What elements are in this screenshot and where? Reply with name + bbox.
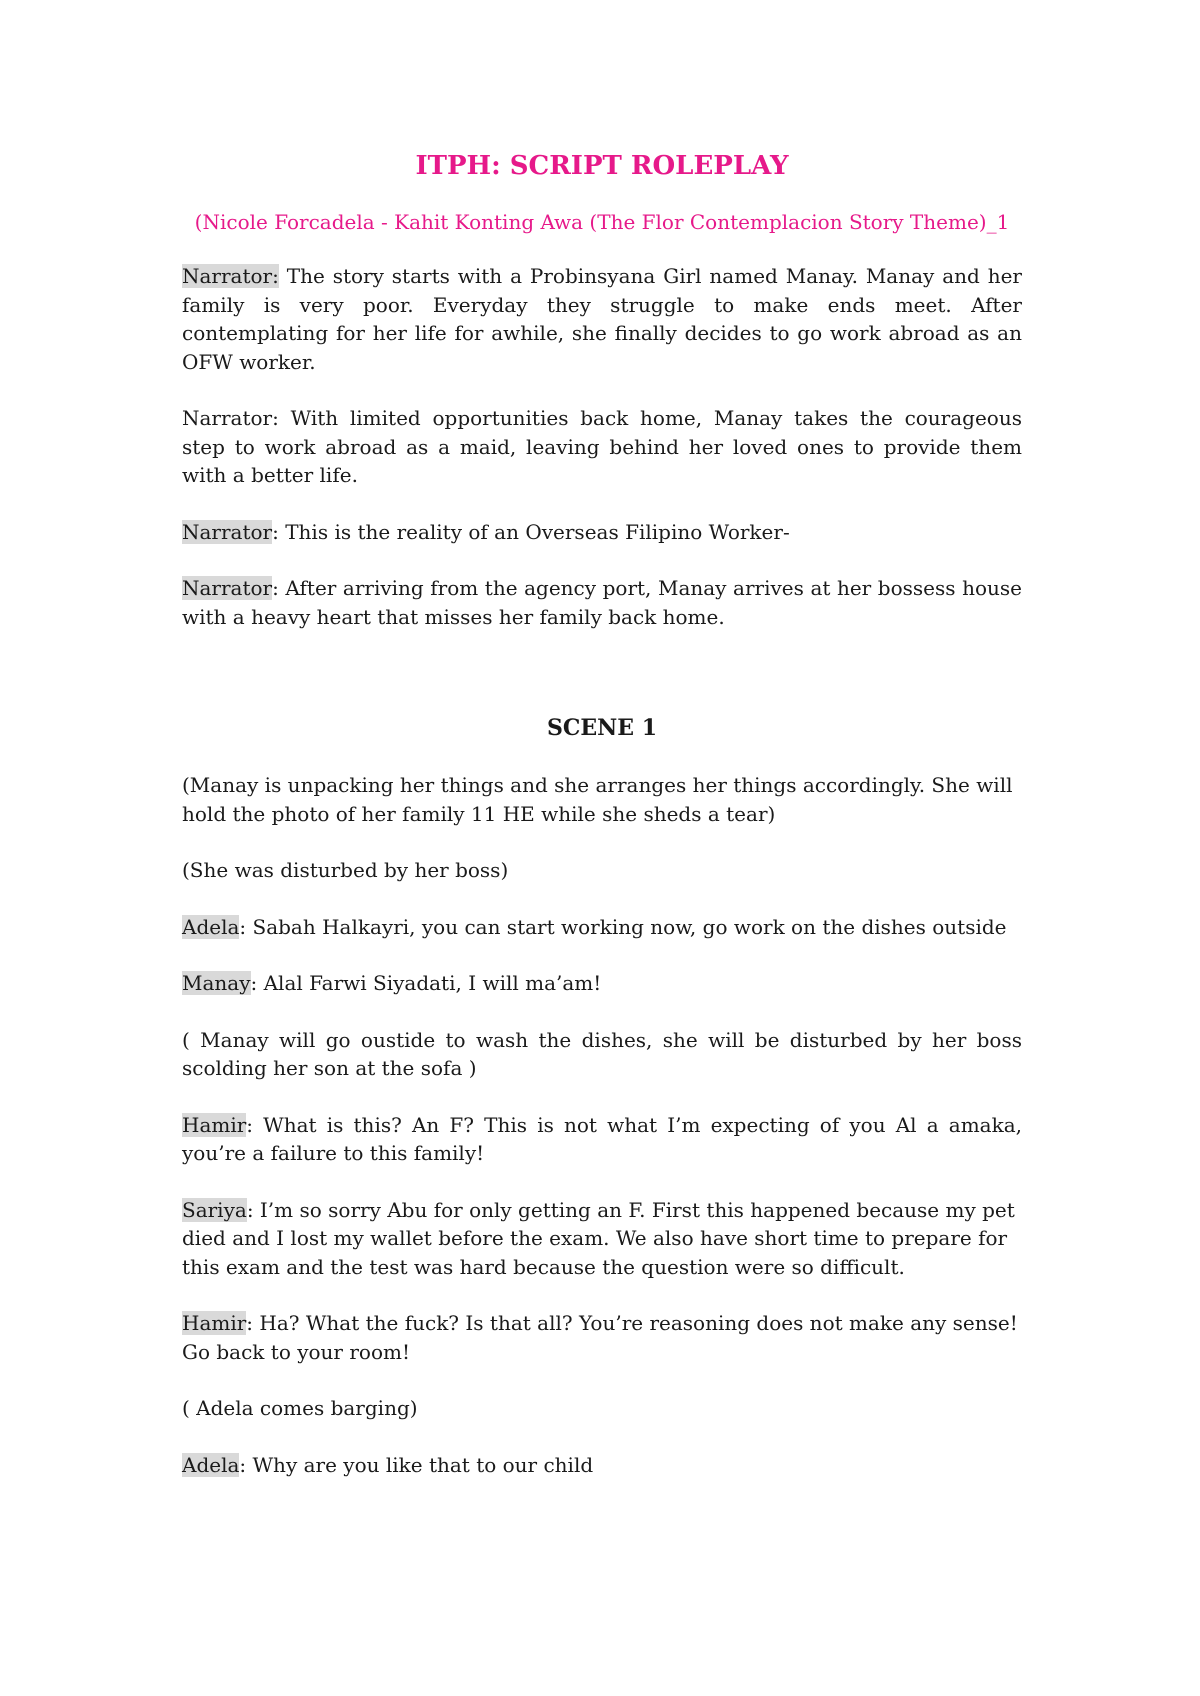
paragraph-text: ( Manay will go oustide to wash the dishes, she will be disturbed by her boss scolding her son at the sofa ) (182, 1027, 1022, 1080)
document-subtitle: (Nicole Forcadela - Kahit Konting Awa (The Flor Contemplacion Story Theme)_1 (194, 210, 1010, 234)
intro-paragraph (182, 518, 1022, 547)
paragraph-text: ( Adela comes barging) (182, 1396, 418, 1420)
paragraph-text: : After arriving from the agency port, Manay arrives at her bossess house with a heavy heart that misses her family back home. (182, 576, 1022, 629)
paragraph-text: (She was disturbed by her boss) (182, 858, 509, 882)
stage-direction (182, 771, 1022, 828)
speaker-label: Hamir (182, 1311, 247, 1335)
speaker-label: Adela (182, 914, 240, 939)
scene-section (182, 771, 1022, 1479)
paragraph-text: : This is the reality of an Overseas Filipino Worker- (272, 519, 790, 544)
paragraph-text: : Alal Farwi Siyadati, I will ma’am! (250, 971, 602, 995)
paragraph-text: : Why are you like that to our child (239, 1452, 594, 1477)
scene-title: SCENE 1 (546, 715, 657, 741)
dialogue-line (182, 913, 1022, 942)
paragraph-text: : What is this? An F? This is not what I’m expecting of you Al a amaka, you’re a failure to this family! (182, 1112, 1022, 1165)
paragraph-text: : Ha? What the fuck? Is that all? You’re reasoning does not make any sense! Go back to your room! (182, 1311, 1018, 1364)
paragraph-text: With limited opportunities back home, Manay takes the courageous step to work abroad as a maid, leaving behind her loved ones to provide them with a better life. (182, 406, 1022, 487)
document-title: ITPH: SCRIPT ROLEPLAY (415, 151, 789, 181)
paragraph-text: (Manay is unpacking her things and she arranges her things accordingly. She will hold the photo of her family 11 HE while she sheds a tear) (182, 773, 1013, 826)
intro-paragraph (182, 404, 1022, 490)
dialogue-line (182, 1196, 1022, 1282)
paragraph-text: The story starts with a Probinsyana Girl named Manay. Manay and her family is very poor. Everyday they struggle to make ends meet. After contemplating for her life for awhile, she finally decides to go work abroad as an OFW worker. (182, 264, 1022, 374)
stage-direction (182, 1026, 1022, 1083)
dialogue-line (182, 1111, 1022, 1168)
dialogue-line (182, 969, 1022, 998)
speaker-label: Narrator: (182, 264, 279, 288)
speaker-label: Sariya (182, 1197, 247, 1222)
speaker-label: Narrator (182, 576, 273, 600)
dialogue-line (182, 1451, 1022, 1480)
intro-section (182, 262, 1022, 631)
speaker-label: Hamir (182, 1112, 247, 1137)
dialogue-line (182, 1309, 1022, 1366)
speaker-label: Manay (182, 971, 251, 995)
document-page (182, 148, 1022, 1507)
stage-direction (182, 856, 1022, 885)
paragraph-text: : Sabah Halkayri, you can start working now, go work on the dishes outside (239, 914, 1007, 939)
stage-direction (182, 1394, 1022, 1423)
paragraph-text: : I’m so sorry Abu for only getting an F. First this happened because my pet died and I lost my wallet before the exam. We also have short time to prepare for this exam and the test was hard because the question were so difficult. (182, 1197, 1015, 1279)
speaker-label: Narrator: (182, 406, 279, 430)
intro-paragraph (182, 262, 1022, 376)
speaker-label: Adela (182, 1452, 240, 1477)
speaker-label: Narrator (182, 519, 273, 544)
intro-paragraph (182, 574, 1022, 631)
